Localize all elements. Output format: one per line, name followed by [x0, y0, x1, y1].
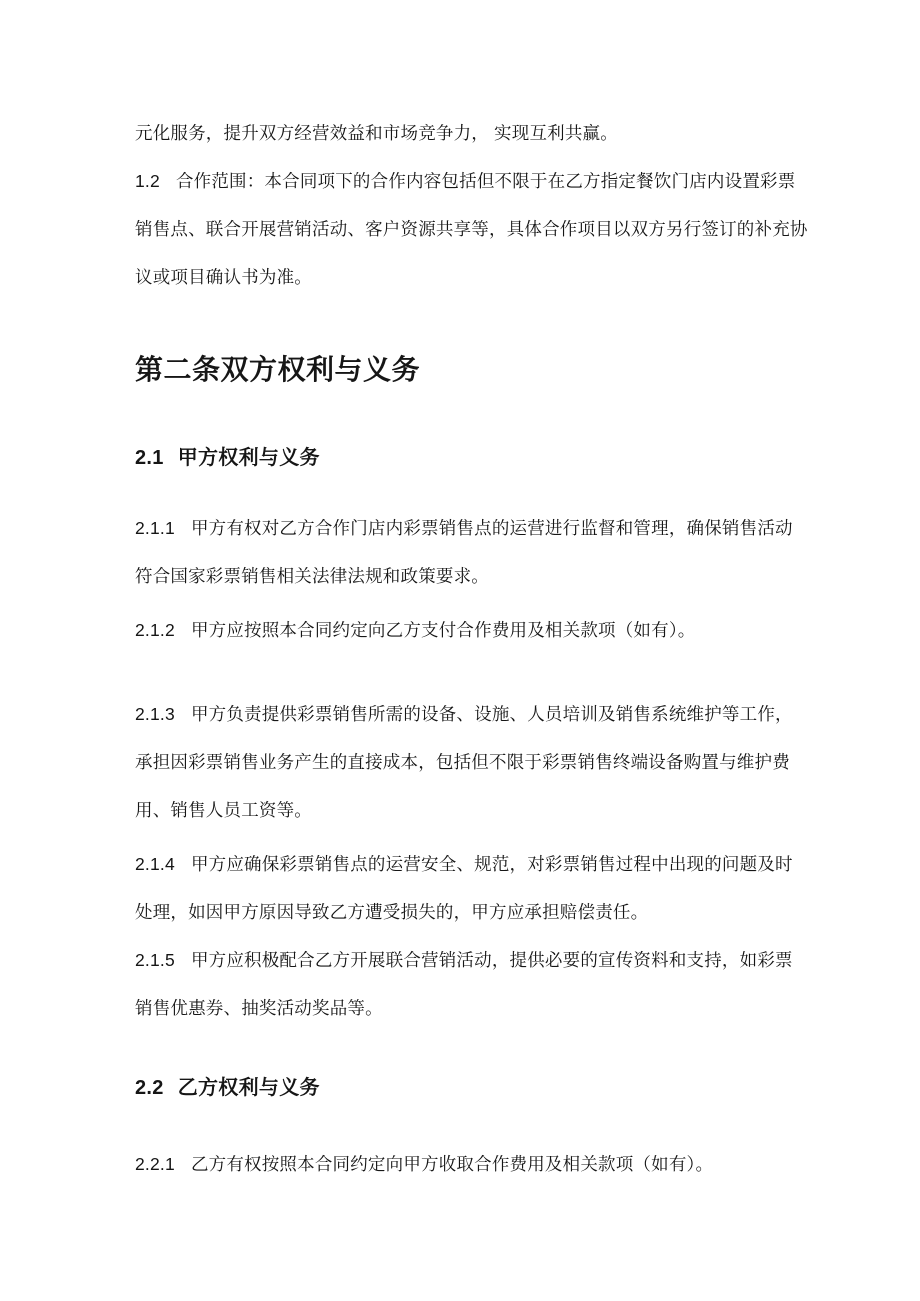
clause-text: 乙方权利与义务	[177, 1077, 320, 1099]
clause-number: 2.1.3	[135, 704, 175, 724]
contract-line	[135, 169, 860, 193]
contract-line: 处理，如因甲方原因导致乙方遭受损失的，甲方应承担赔偿责任。	[135, 902, 649, 922]
clause-number: 2.1.2	[135, 620, 175, 640]
clause-number: 2.2.1	[135, 1154, 175, 1174]
clause-text: 甲方应积极配合乙方开展联合营销活动，提供必要的宣传资料和支持，如彩票	[190, 950, 793, 970]
chapter-heading: 第二条双方权利与义务	[135, 354, 421, 385]
contract-line	[135, 948, 860, 972]
contract-line: 承担因彩票销售业务产生的直接成本，包括但不限于彩票销售终端设备购置与维护费	[135, 752, 790, 772]
contract-line	[135, 702, 860, 726]
section-heading	[135, 444, 860, 472]
clause-number: 2.1.1	[135, 518, 175, 538]
contract-line: 销售点、联合开展营销活动、客户资源共享等，具体合作项目以双方另行签订的补充协	[135, 219, 808, 239]
contract-line: 销售优惠券、抽奖活动奖品等。	[135, 998, 383, 1018]
clause-number: 1.2	[135, 171, 160, 191]
clause-text: 甲方应按照本合同约定向乙方支付合作费用及相关款项（如有）。	[190, 620, 696, 640]
contract-line	[135, 618, 860, 642]
contract-line: 用、销售人员工资等。	[135, 800, 312, 820]
clause-text: 甲方应确保彩票销售点的运营安全、规范，对彩票销售过程中出现的问题及时	[190, 854, 793, 874]
contract-line	[135, 852, 860, 876]
section-heading	[135, 1074, 860, 1102]
clause-number: 2.1.4	[135, 854, 175, 874]
contract-line: 议或项目确认书为准。	[135, 267, 312, 287]
contract-line: 元化服务，提升双方经营效益和市场竞争力， 实现互利共赢。	[135, 123, 618, 143]
clause-text: 乙方有权按照本合同约定向甲方收取合作费用及相关款项（如有）。	[190, 1154, 714, 1174]
clause-text: 甲方负责提供彩票销售所需的设备、设施、人员培训及销售系统维护等工作，	[190, 704, 793, 724]
clause-number: 2.2	[135, 1077, 164, 1099]
clause-text: 甲方有权对乙方合作门店内彩票销售点的运营进行监督和管理，确保销售活动	[190, 518, 793, 538]
contract-line	[135, 1152, 860, 1176]
contract-line	[135, 516, 860, 540]
clause-text: 甲方权利与义务	[177, 447, 320, 469]
contract-line: 符合国家彩票销售相关法律法规和政策要求。	[135, 566, 489, 586]
clause-number: 2.1.5	[135, 950, 175, 970]
clause-text: 合作范围：本合同项下的合作内容包括但不限于在乙方指定餐饮门店内设置彩票	[175, 171, 796, 191]
clause-number: 2.1	[135, 447, 164, 469]
